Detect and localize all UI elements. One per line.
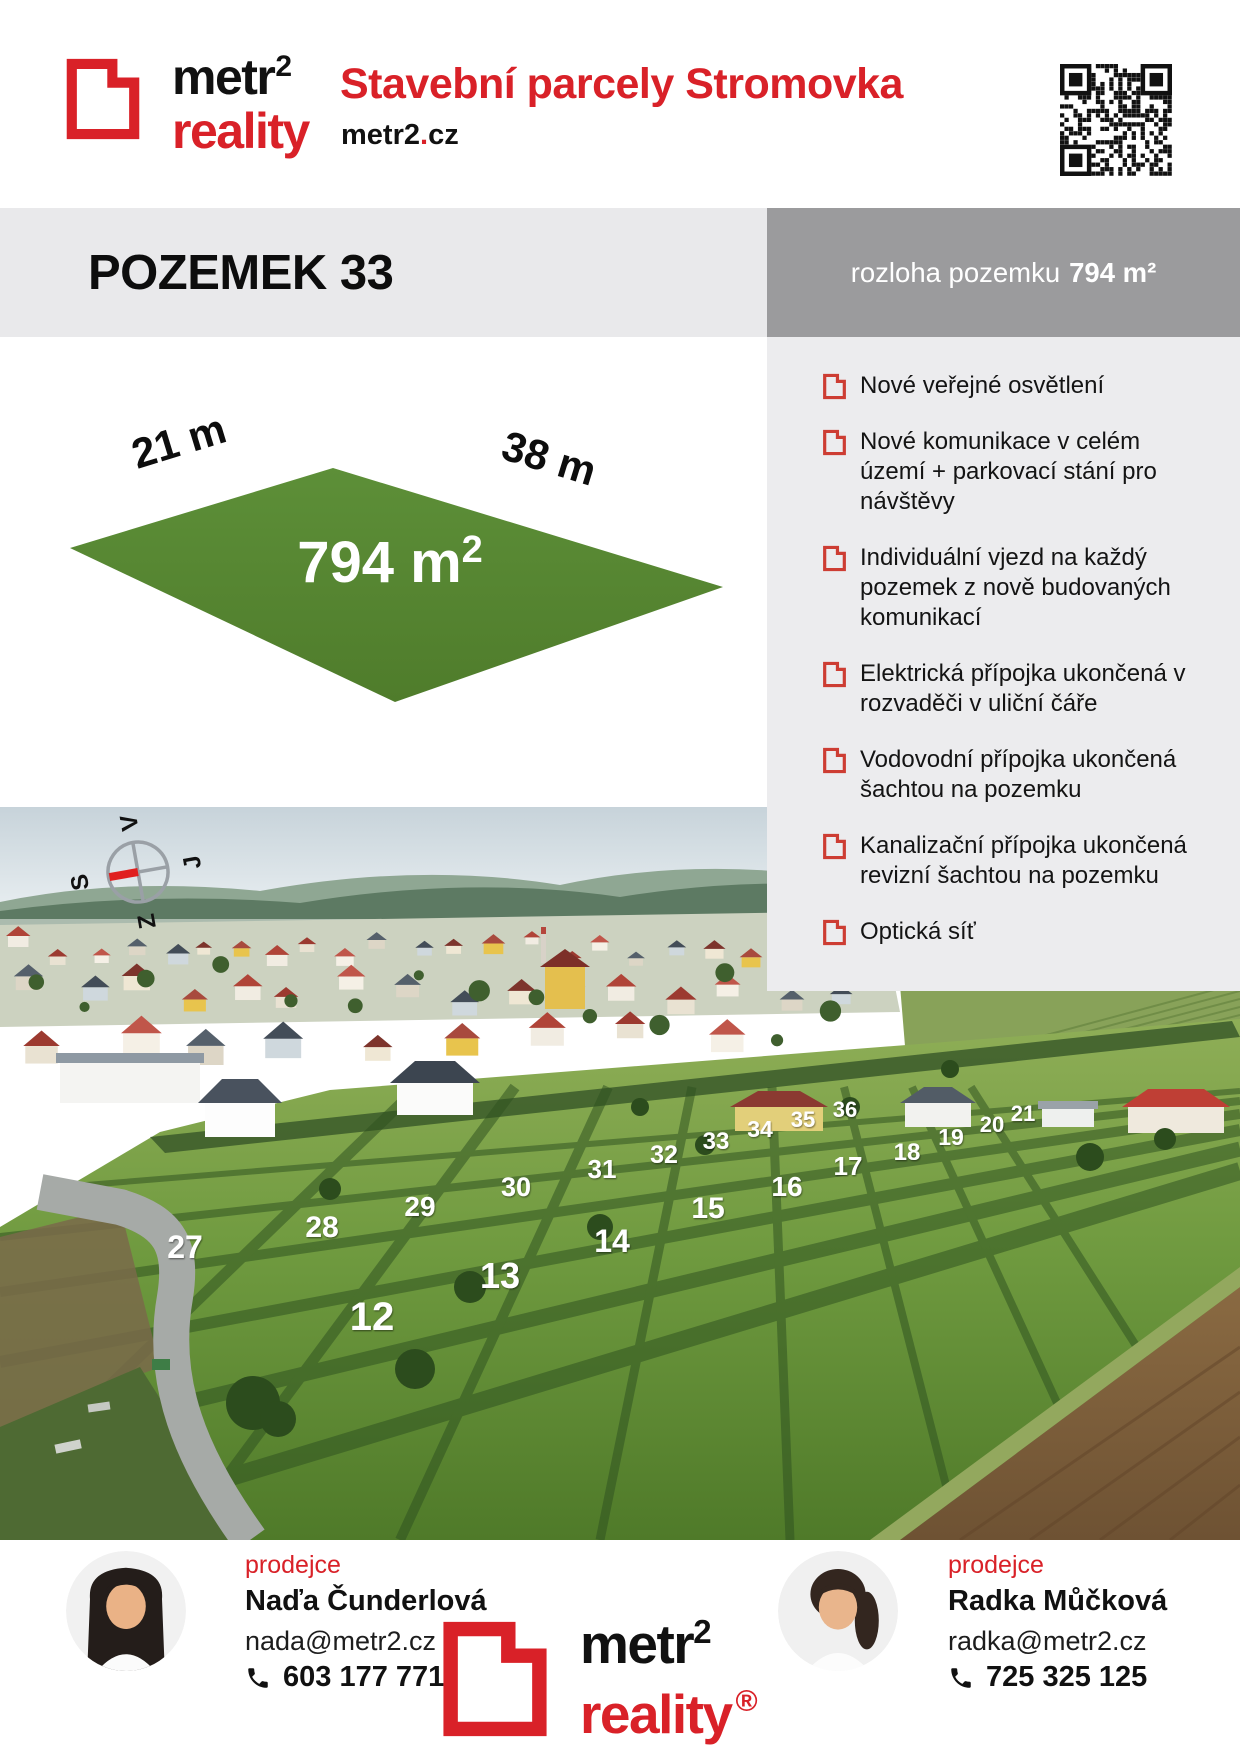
contact-name: Naďa Čunderlová [245,1585,487,1617]
metr2-glyph-icon [822,833,847,860]
avatar [778,1551,898,1671]
qr-code[interactable] [1060,64,1172,176]
feature-item [822,427,1204,517]
features-panel [767,337,1240,991]
footer-logo-icon [437,1618,553,1740]
plot-number-label: 18 [893,1139,921,1166]
feature-list [822,371,1204,973]
plot-number-label: 32 [650,1141,678,1169]
plot-number-label: 12 [349,1295,395,1339]
plot-number-label: 34 [747,1116,773,1142]
feature-item [822,745,1204,805]
plot-number-label: 29 [404,1191,436,1222]
compass-east-label: V [115,812,145,833]
plot-number-label: 33 [702,1128,730,1155]
site-name: metr2 [341,119,420,151]
plot-number-label: 14 [594,1223,630,1259]
metr2-glyph-icon [822,429,847,456]
avatar [66,1551,186,1671]
footer-logo-sup: 2 [693,1613,711,1650]
registered-mark: ® [735,1685,757,1718]
metr2-logo-icon [64,56,142,142]
site-dot: . [420,119,429,151]
plot-title: POZEMEK 33 [88,245,394,300]
logo-sup: 2 [275,50,291,83]
dimension-long-label: 38 m [496,421,602,495]
chimney-top [541,927,546,934]
plot-title-band [0,208,767,337]
feature-text: Elektrická přípojka ukončená v rozvaděči v uliční čáře [860,660,1186,717]
logo-word2: reality [172,103,309,159]
feature-item [822,831,1204,891]
plot-number-label: 28 [305,1211,339,1244]
phone-icon [948,1665,974,1691]
metr2-glyph-icon [822,919,847,946]
metr2-glyph-icon [822,545,847,572]
feature-text: Individuální vjezd na každý pozemek z nově budovaných komunikací [860,544,1171,631]
metr2-glyph-icon [822,373,847,400]
footer-logo-word: metr [580,1613,694,1675]
feature-text: Vodovodní přípojka ukončená šachtou na pozemku [860,746,1177,803]
contact-email[interactable]: radka@metr2.cz [948,1626,1147,1656]
metr2-glyph-icon [822,747,847,774]
phone-icon [245,1665,271,1691]
compass-north-label: S [65,871,96,893]
plot-diagram [0,360,767,810]
page-title: Stavební parcely Stromovka [340,60,903,108]
footer-wordmark [580,1613,757,1754]
area-band [767,208,1240,337]
compass-west-label: Z [132,911,162,931]
green-container [152,1359,170,1370]
metr2-glyph-icon [822,661,847,688]
feature-item [822,543,1204,633]
compass-needle [109,872,138,877]
plot-number-label: 30 [500,1172,532,1202]
prodejce-label: prodejce [948,1551,1044,1579]
phone-number: 725 325 125 [986,1661,1148,1693]
area-label: rozloha pozemku [850,256,1061,288]
logo-word: metr [172,49,275,105]
area-value: 794 m² [1069,256,1157,288]
feature-text: Kanalizační přípojka ukončená revizní šachtou na pozemku [860,832,1187,889]
plot-number-label: 27 [167,1229,203,1265]
site-tld: cz [428,119,459,151]
plot-number-label: 21 [1010,1101,1036,1126]
feature-item [822,371,1204,401]
feature-text: Nové veřejné osvětlení [860,372,1105,399]
plot-area-label: 794 $m^2$ [297,529,483,595]
site-url[interactable] [341,119,459,152]
contact-phone[interactable] [948,1661,1147,1694]
plot-number-label: 16 [771,1171,803,1202]
plot-number-label: 17 [833,1151,863,1181]
plot-number-label: 35 [790,1107,816,1132]
feature-text: Nové komunikace v celém území + parkovací stání pro návštěvy [860,428,1157,515]
feature-item [822,659,1204,719]
feature-text: Optická síť [860,918,976,945]
dimension-short-label: 21 m [126,404,232,478]
plot-number-label: 13 [479,1255,521,1296]
plot-number-label: 36 [832,1097,858,1122]
compass-south-label: J [178,853,208,872]
phone-number: 603 177 771 [283,1661,445,1693]
contact-email[interactable]: nada@metr2.cz [245,1626,436,1656]
prodejce-label: prodejce [245,1551,341,1579]
plot-number-label: 20 [979,1112,1005,1137]
contact-name: Radka Můčková [948,1585,1168,1617]
plot-number-label: 19 [938,1124,964,1150]
plot-number-label: 15 [691,1192,725,1225]
plot-number-label: 31 [587,1154,617,1184]
feature-item [822,917,1204,947]
contact-phone[interactable] [245,1661,444,1694]
logo-wordmark [172,49,309,159]
footer-logo-word2: reality [580,1683,732,1745]
